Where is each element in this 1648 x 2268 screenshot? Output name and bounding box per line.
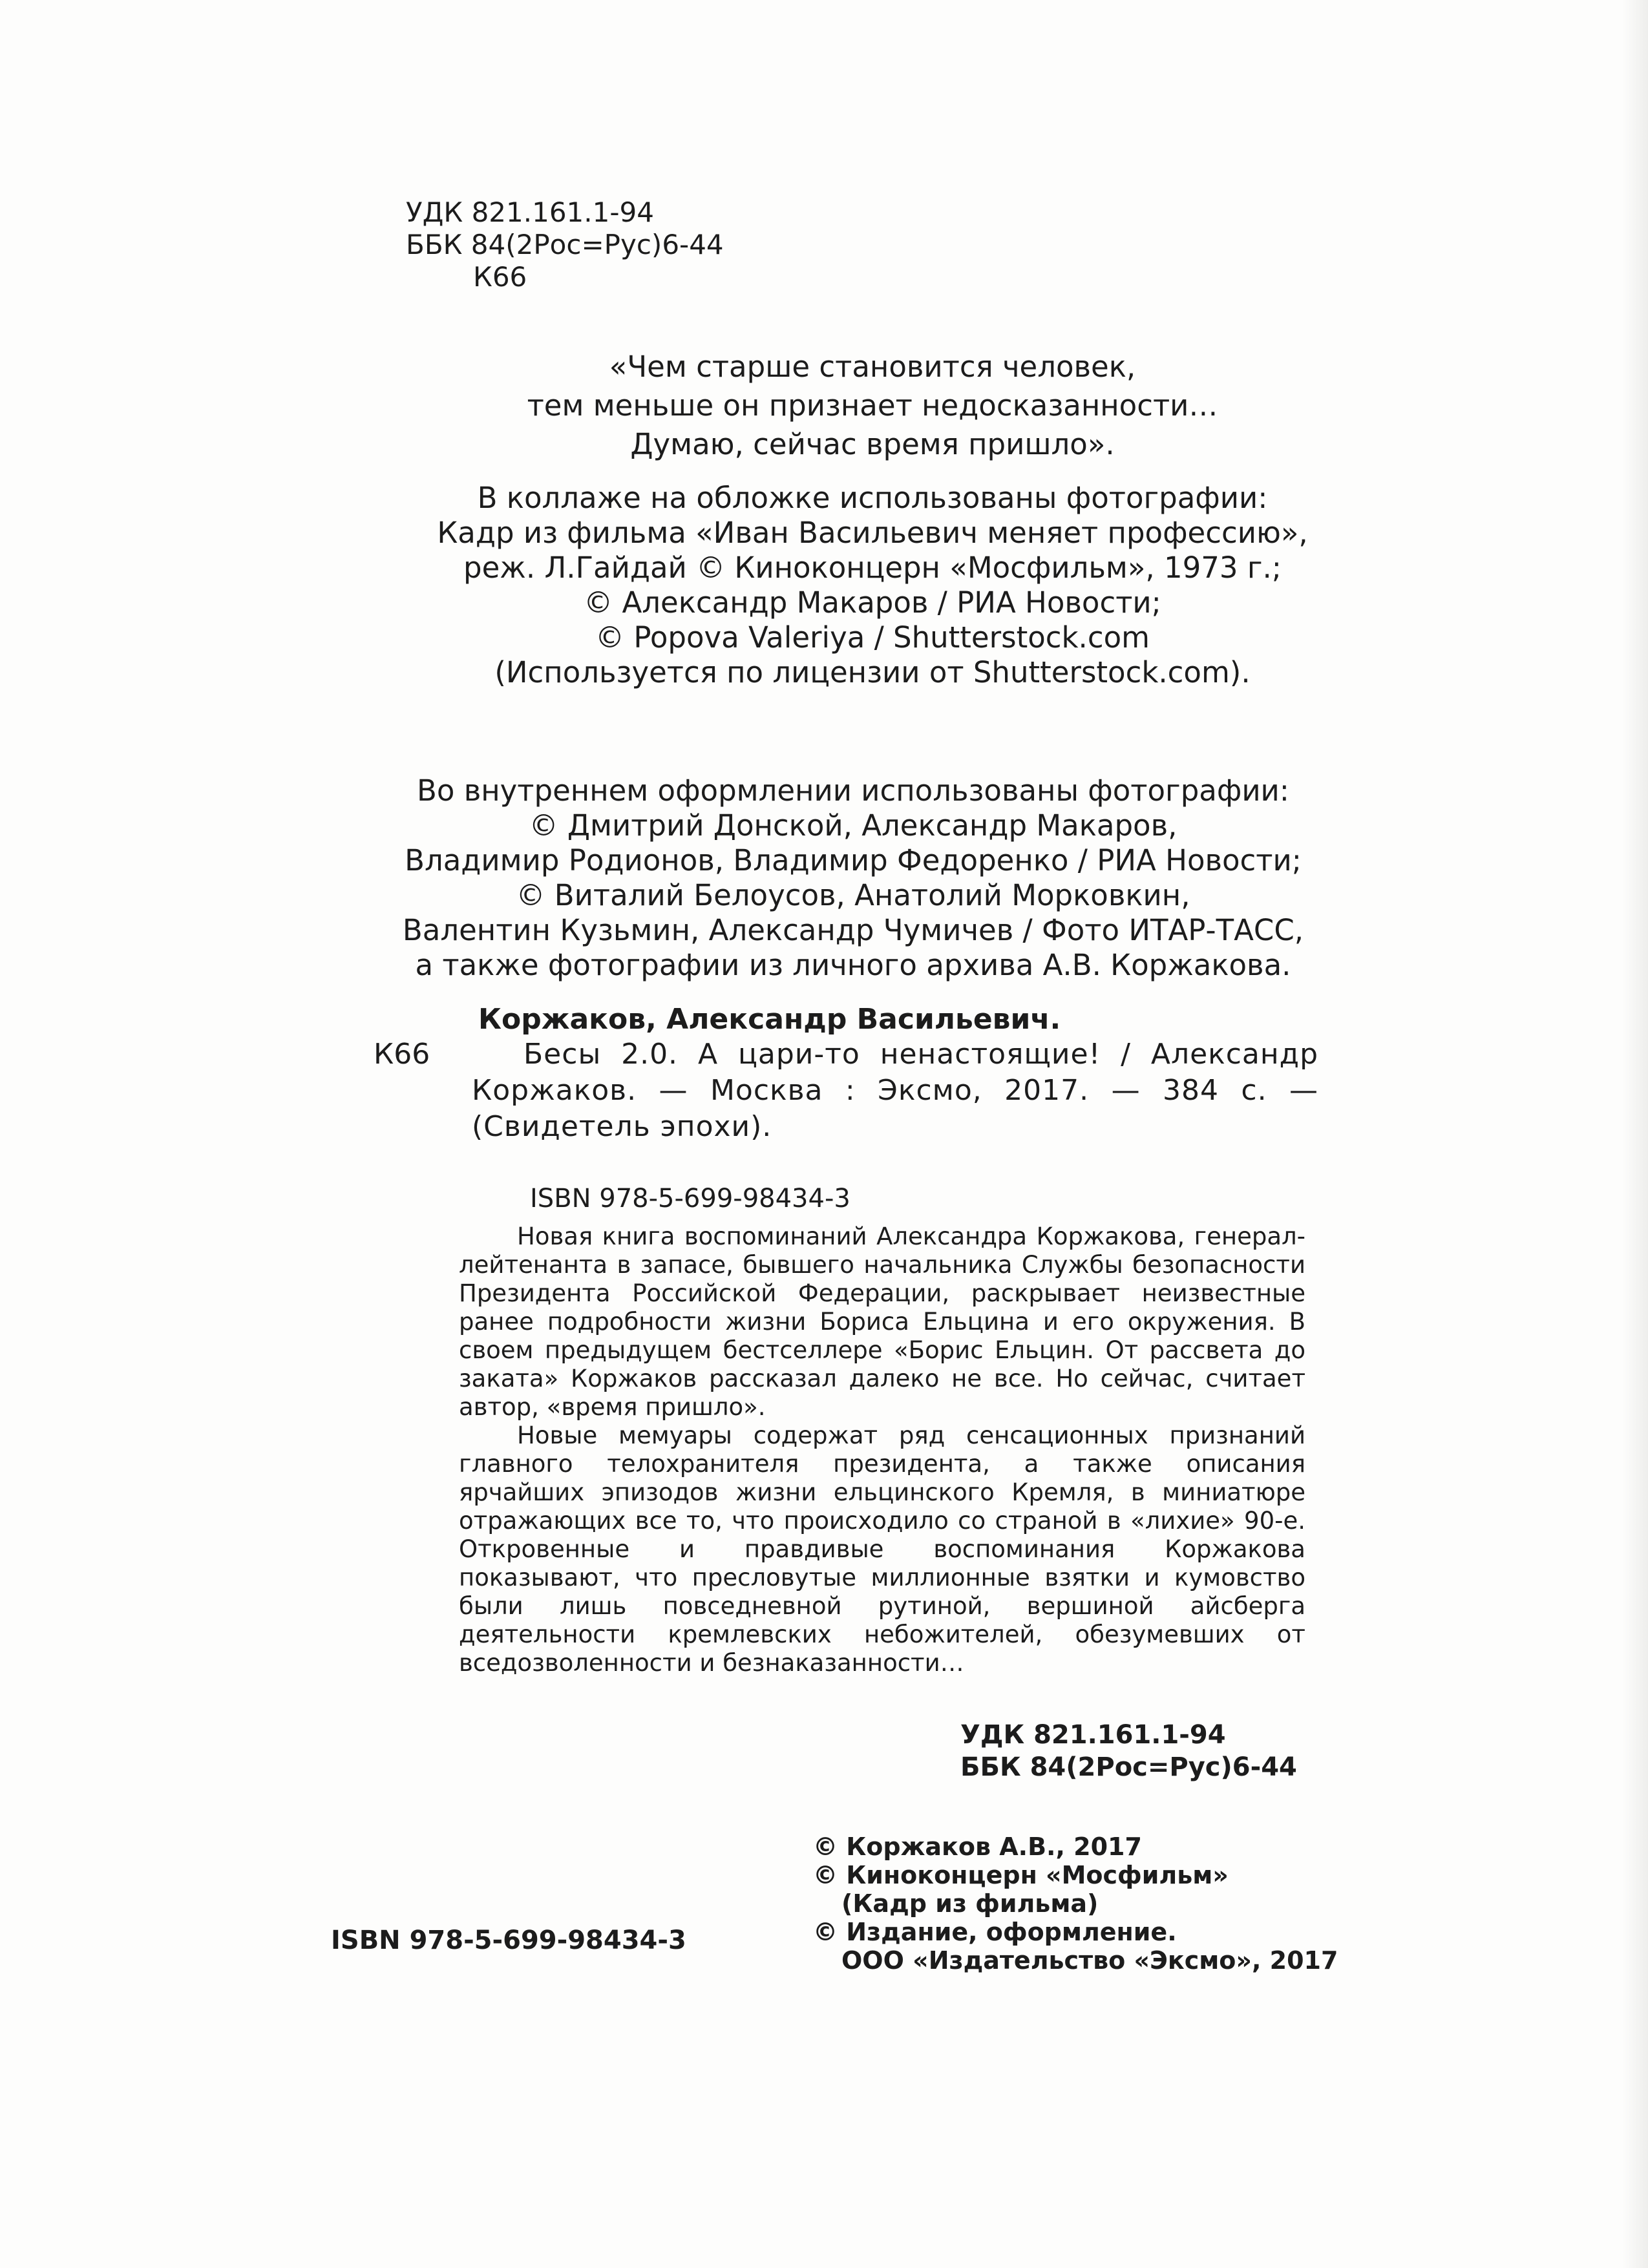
credit-line: а также фотографии из личного архива А.В. Коржакова. <box>415 948 1291 982</box>
credit-line: Кадр из фильма «Иван Васильевич меняет профессию», <box>437 516 1308 550</box>
credit-line: (Используется по лицензии от Shutterstock.com). <box>494 655 1251 689</box>
abstract-paragraph: Новые мемуары содержат ряд сенсационных признаний главного телохранителя президента, а также описания ярчайших эпизодов жизни ельцинского Кремля, в миниатюре отражающих все то, что происходило со страной в «лихие» 90-е. Откровенные и правдивые воспоминания Коржакова показывают, что пресловутые миллионные взятки и кумовство были лишь повседневной рутиной, вершиной айсберга деятельности кремлевских небожителей, обезумевших от вседозволенности и безнаказанности… <box>459 1422 1305 1677</box>
credit-line: © Дмитрий Донской, Александр Макаров, <box>529 808 1178 843</box>
epigraph <box>388 348 1357 464</box>
credit-line: реж. Л.Гайдай © Киноконцерн «Мосфильм», 1973 г.; <box>463 551 1282 585</box>
epigraph-line: Думаю, сейчас время пришло». <box>630 427 1115 461</box>
cover-photo-credits <box>388 481 1357 690</box>
bibliographic-author-mark: К66 <box>374 1038 430 1071</box>
classification-codes <box>406 196 724 293</box>
bibliographic-isbn: ISBN 978-5-699-98434-3 <box>530 1184 850 1213</box>
credit-line: Валентин Кузьмин, Александр Чумичев / Фото ИТАР-ТАСС, <box>402 913 1304 947</box>
footer-classification-codes <box>960 1719 1297 1783</box>
copyright-line: (Кадр из фильма) <box>841 1889 1099 1918</box>
footer-isbn: ISBN 978-5-699-98434-3 <box>331 1926 686 1955</box>
footer-bbk-code: ББК 84(2Рос=Рус)6-44 <box>960 1752 1297 1782</box>
bibliographic-description: Бесы 2.0. А цари-то ненастоящие! / Александр Коржаков. — Москва : Эксмо, 2017. — 384 с. — (Свидетель эпохи). <box>472 1038 1318 1143</box>
copyright-line: © Киноконцерн «Мосфильм» <box>813 1861 1229 1889</box>
credit-line: Во внутреннем оформлении использованы фотографии: <box>417 773 1289 808</box>
credit-line: © Александр Макаров / РИА Новости; <box>584 585 1161 620</box>
udk-code: УДК 821.161.1-94 <box>406 196 654 228</box>
epigraph-line: «Чем старше становится человек, <box>609 350 1136 384</box>
abstract-paragraph: Новая книга воспоминаний Александра Коржакова, генерал-лейтенанта в запасе, бывшего начальника Службы безопасности Президента Российской Федерации, раскрывает неизвестные ранее подробности жизни Бориса Ельцина и его окружения. В своем предыдущем бестселлере «Борис Ельцин. От рассвета до заката» Коржаков рассказал далеко не все. Но сейчас, считает автор, «время пришло». <box>459 1223 1305 1421</box>
page-edge-shadow <box>1622 0 1648 2268</box>
credit-line: © Виталий Белоусов, Анатолий Морковкин, <box>516 878 1190 912</box>
author-heading: Коржаков, Александр Васильевич. <box>478 1003 1061 1036</box>
book-abstract <box>459 1223 1305 1677</box>
interior-photo-credits <box>349 773 1357 983</box>
bbk-code: ББК 84(2Рос=Рус)6-44 <box>406 229 724 260</box>
copyright-line: © Издание, оформление. <box>813 1918 1177 1946</box>
author-mark: К66 <box>473 261 527 293</box>
copyright-line: © Коржаков А.В., 2017 <box>813 1832 1142 1861</box>
copyright-line: ООО «Издательство «Эксмо», 2017 <box>841 1946 1338 1975</box>
credit-line: Владимир Родионов, Владимир Федоренко / РИА Новости; <box>405 843 1302 877</box>
credit-line: В коллаже на обложке использованы фотографии: <box>477 481 1268 515</box>
copyright-notice <box>813 1832 1338 1975</box>
epigraph-line: тем меньше он признает недосказанности… <box>527 388 1218 423</box>
footer-udk-code: УДК 821.161.1-94 <box>960 1720 1226 1750</box>
credit-line: © Popova Valeriya / Shutterstock.com <box>595 620 1150 655</box>
